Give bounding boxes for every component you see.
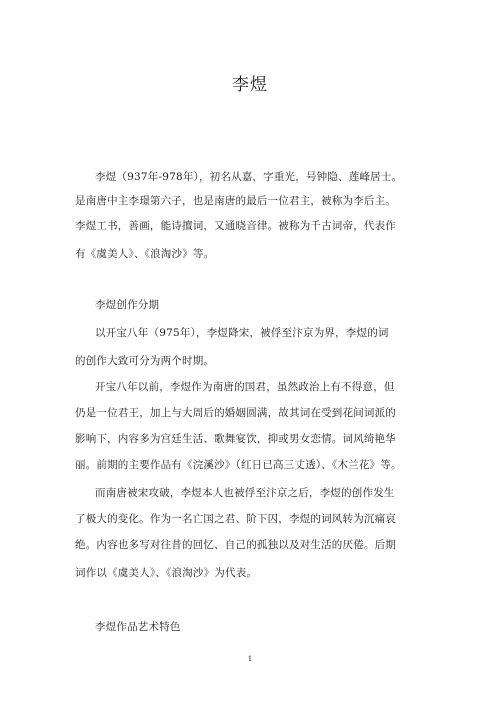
p2-line-4: 丽。前期的主要作品有《浣溪沙》（红日已高三丈透）、《木兰花》等。: [75, 459, 402, 471]
p1-line-1: 以开宝八年（975年），李煜降宋，被俘至汴京为界，李煜的词: [95, 327, 389, 339]
p1-line-2: 的创作大致可分为两个时期。: [75, 355, 215, 367]
intro-line-4: 有《虞美人》、《浪淘沙》等。: [75, 248, 215, 260]
p2-line-1: 开宝八年以前，李煜作为南唐的国君，虽然政治上有不得意，但: [95, 381, 395, 393]
p3-line-1: 而南唐被宋攻破，李煜本人也被俘至汴京之后，李煜的创作发生: [95, 487, 395, 499]
section-heading-creation-periods: 李煜创作分期: [95, 299, 160, 311]
intro-line-3: 李煜工书，善画，能诗擅词，又通晓音律。被称为千古词帝，代表作: [75, 220, 396, 232]
p2-line-3: 影响下，内容多为宫廷生活、歌舞宴饮，抑或男女恋情。词风绮艳华: [75, 433, 396, 445]
section-heading-artistic-features: 李煜作品艺术特色: [95, 621, 181, 633]
p3-line-2: 了极大的变化。作为一名亡国之君、阶下囚，李煜的词风转为沉痛哀: [75, 513, 396, 525]
p3-line-3: 绝。内容也多写对往昔的回忆、自己的孤独以及对生活的厌倦。后期: [75, 539, 396, 551]
p2-line-2: 仍是一位君王，加上与大周后的婚姻圆满，故其词在受到花间词派的: [75, 407, 396, 419]
intro-line-2: 是南唐中主李璟第六子，也是南唐的最后一位君主，被称为李后主。: [75, 195, 396, 207]
p3-line-4: 词作以《虞美人》、《浪淘沙》为代表。: [75, 567, 258, 579]
page-title: 李煜: [232, 75, 268, 95]
intro-line-1: 李煜（937年-978年），初名从嘉，字重光，号钟隐、莲峰居士。: [95, 171, 403, 183]
page-number: 1: [247, 655, 253, 663]
